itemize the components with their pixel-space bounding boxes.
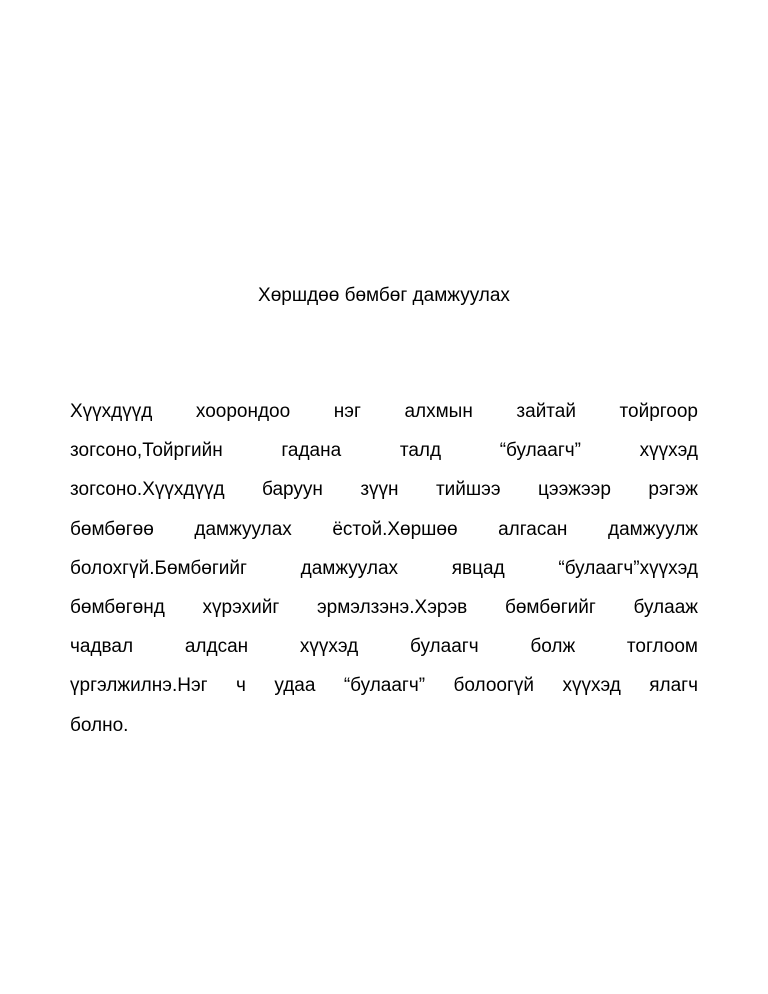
paragraph-line: Хүүхдүүд хоорондоо нэг алхмын зайтай тойргоор [70, 401, 698, 422]
document-title: Хөршдөө бөмбөг дамжуулах [258, 285, 510, 306]
paragraph-line: зогсоно,Тойргийн гадана талд “булаагч” хүүхэд [70, 440, 698, 462]
paragraph-line: чадвал алдсан хүүхэд булаагч болж тоглоом [70, 636, 698, 658]
paragraph-line: бөмбөгөө дамжуулах ёстой.Хөршөө алгасан дамжуулж [70, 518, 698, 540]
document-body [70, 398, 698, 751]
paragraph-line: болно. [70, 714, 129, 736]
paragraph-line: бөмбөгөнд хүрэхийг эрмэлзэнэ.Хэрэв бөмбөгийг булааж [70, 596, 698, 618]
paragraph-line: болохгүй.Бөмбөгийг дамжуулах явцад “булаагч”хүүхэд [70, 557, 698, 579]
paragraph-line: үргэлжилнэ.Нэг ч удаа “булаагч” болоогүй хүүхэд ялагч [70, 675, 698, 697]
paragraph-line: зогсоно.Хүүхдүүд баруун зүүн тийшээ цээжээр рэгэж [70, 479, 698, 501]
